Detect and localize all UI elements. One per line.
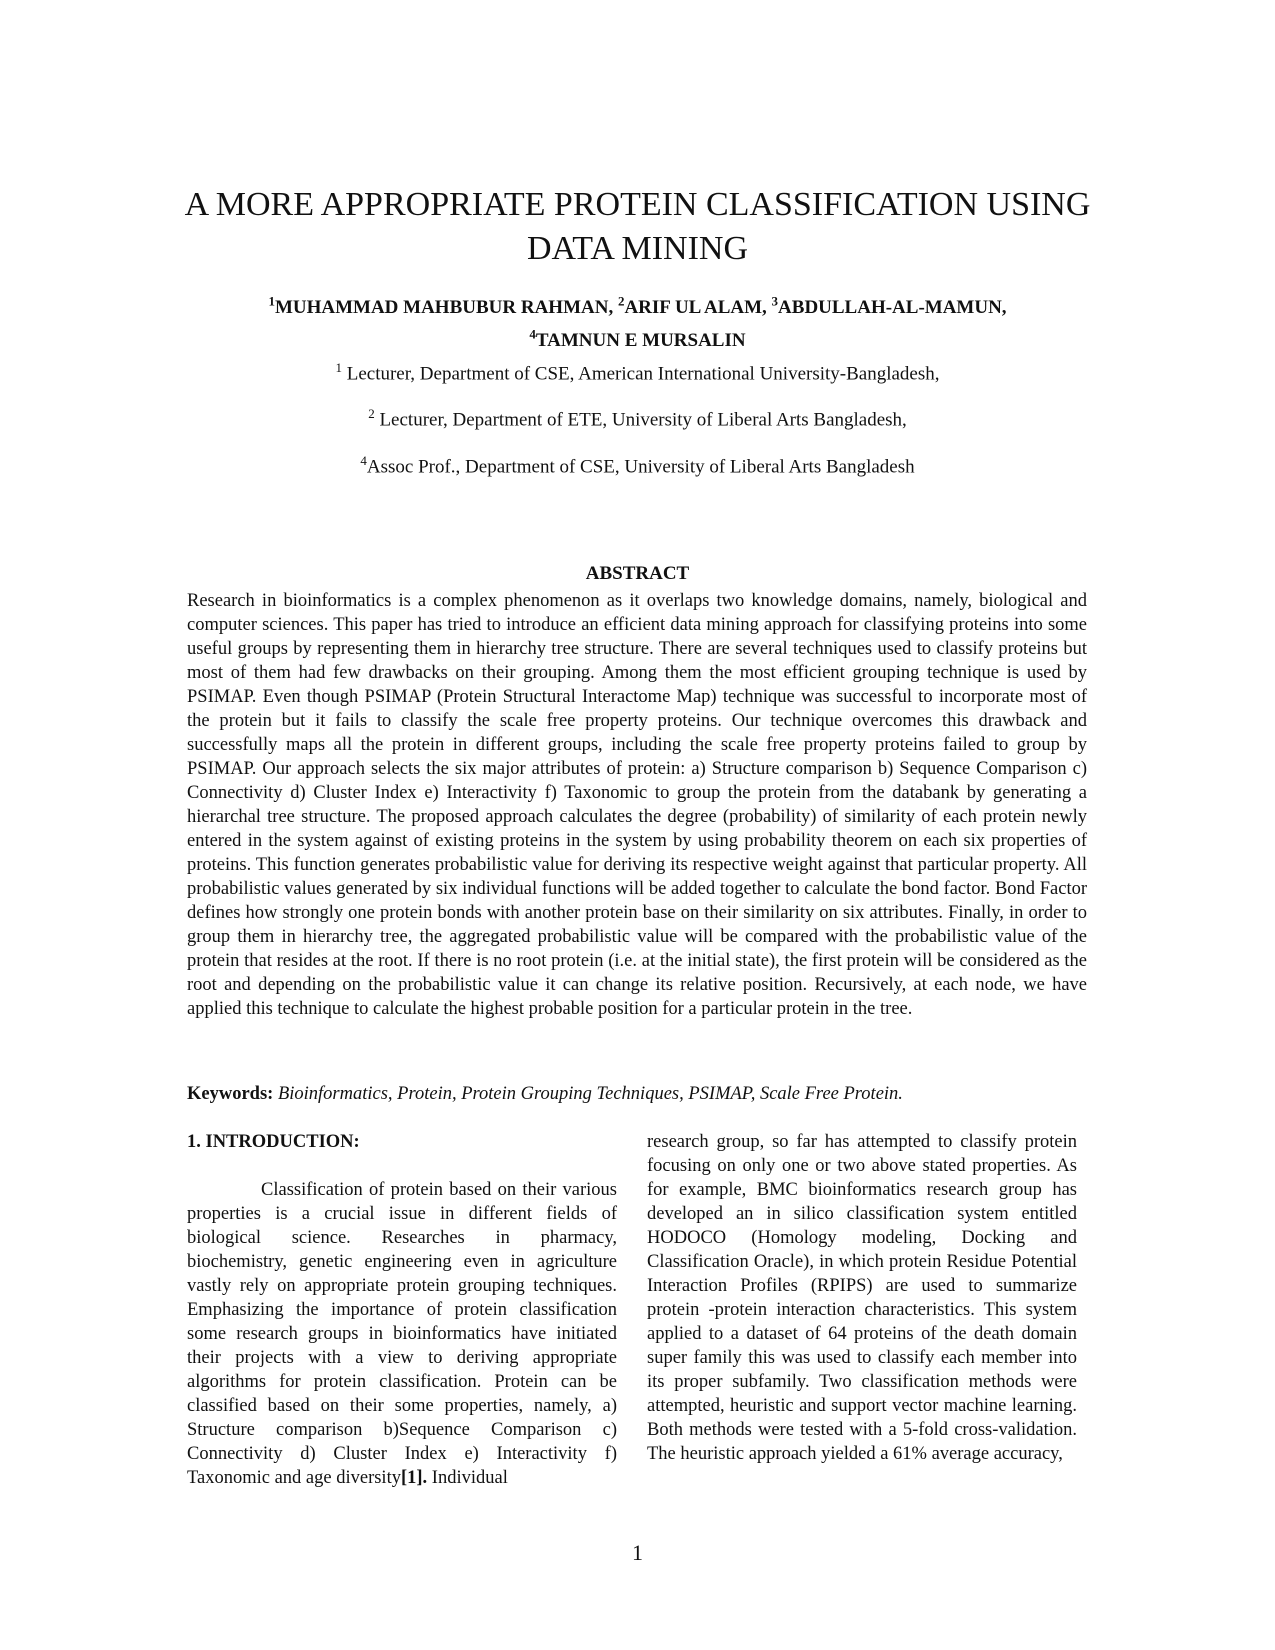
affiliation (160, 402, 1115, 432)
intro-paragraph-continued: research group, so far has attempted to classify protein focusing on only one or two above stated properties. As for example, BMC bioinformatics research group has developed an in silico classification system entitled HODOCO (Homology modeling, Docking and Classification Oracle), in which protein Residue Potential Interaction Profiles (RPIPS) are used to summarize protein -protein interaction characteristics. This system applied to a dataset of 64 proteins of the death domain super family this was used to classify each member into its proper subfamily. Two classification methods were attempted, heuristic and support vector machine learning. Both methods were tested with a 5-fold cross-validation. The heuristic approach yielded a 61% average accuracy, (647, 1132, 1077, 1464)
paper-title: A MORE APPROPRIATE PROTEIN CLASSIFICATION USING DATA MINING (184, 186, 1091, 267)
author-number: 3 (771, 294, 779, 309)
author (268, 294, 614, 319)
citation: [1]. (400, 1468, 428, 1488)
affiliation-number: 1 (335, 360, 342, 375)
author-name: MUHAMMAD MAHBUBUR RAHMAN, (274, 297, 614, 319)
abstract-heading: ABSTRACT (585, 563, 690, 584)
keywords-list: Bioinformatics, Protein, Protein Grouping Techniques, PSIMAP, Scale Free Protein. (273, 1084, 903, 1104)
author-number: 4 (529, 326, 536, 342)
affiliation (160, 449, 1115, 479)
author-name: ABDULLAH-AL-MAMUN, (778, 297, 1007, 319)
right-column (647, 1130, 1077, 1466)
affiliation-number: 4 (360, 453, 367, 468)
affiliation-text: Assoc Prof., Department of CSE, University of Liberal Arts Bangladesh (366, 456, 915, 478)
affiliation-number: 2 (368, 406, 375, 421)
affiliation-text: Lecturer, Department of CSE, American International University-Bangladesh, (341, 363, 940, 385)
page-number: 1 (632, 1540, 643, 1565)
keywords-label: Keywords: (187, 1084, 274, 1104)
intro-text: Classification of protein based on their various properties is a crucial issue in different fields of biological science. Researches in pharmacy, biochemistry, genetic engineering even in agriculture vastly rely on appropriate protein grouping techniques. Emphasizing the importance of protein classification some research groups in bioinformatics have initiated their projects with a view to deriving appropriate algorithms for protein classification. Protein can be classified based on their some properties, namely, a) Structure comparison b)Sequence Comparison c) Connectivity d) Cluster Index e) Interactivity f) Taxonomic and age diversity (187, 1180, 617, 1488)
abstract-body: Research in bioinformatics is a complex phenomenon as it overlaps two knowledge domains, namely, biological and computer sciences. This paper has tried to introduce an efficient data mining approach for classifying proteins into some useful groups by representing them in hierarchy tree structure. There are several techniques used to classify proteins but most of them had few drawbacks on their grouping. Among them the most efficient grouping technique is used by PSIMAP. Even though PSIMAP (Protein Structural Interactome Map) technique was successful to incorporate most of the protein but it fails to classify the scale free property proteins. Our technique overcomes this drawback and successfully maps all the protein in different groups, including the scale free property proteins failed to group by PSIMAP. Our approach selects the six major attributes of protein: a) Structure comparison b) Sequence Comparison c) Connectivity d) Cluster Index e) Interactivity f) Taxonomic to group the protein from the databank by generating a hierarchal tree structure. The proposed approach calculates the degree (probability) of similarity of each protein newly entered in the system against of existing proteins in the system by using probability theorem on each six properties of proteins. This function generates probabilistic value for deriving its respective weight against that particular property. All probabilistic values generated by six individual functions will be added together to calculate the bond factor. Bond Factor defines how strongly one protein bonds with another protein base on their similarity on six attributes. Finally, in order to group them in hierarchy tree, the aggregated probabilistic value will be compared with the probabilistic value of the protein that resides at the root. If there is no root protein (i.e. at the initial state), the first protein will be considered as the root and depending on the probabilistic value it can change its relative position. Recursively, at each node, we have applied this technique to calculate the highest probable position for a particular protein in the tree. (187, 591, 1087, 1019)
section-heading: 1. INTRODUCTION: (187, 1132, 360, 1152)
author-number: 2 (617, 294, 625, 309)
affiliation-text: Lecturer, Department of ETE, University of Liberal Arts Bangladesh, (374, 409, 907, 431)
left-column (187, 1130, 617, 1490)
author (529, 326, 746, 351)
author-list (160, 289, 1115, 354)
intro-text-tail: Individual (427, 1468, 508, 1488)
intro-paragraph (187, 1178, 617, 1490)
keywords-line (187, 1082, 1087, 1106)
author-name: ARIF UL ALAM, (624, 297, 767, 319)
author (617, 294, 767, 319)
author (771, 294, 1007, 319)
author-number: 1 (268, 294, 275, 309)
author-name: TAMNUN E MURSALIN (535, 329, 746, 351)
affiliation (160, 356, 1115, 386)
